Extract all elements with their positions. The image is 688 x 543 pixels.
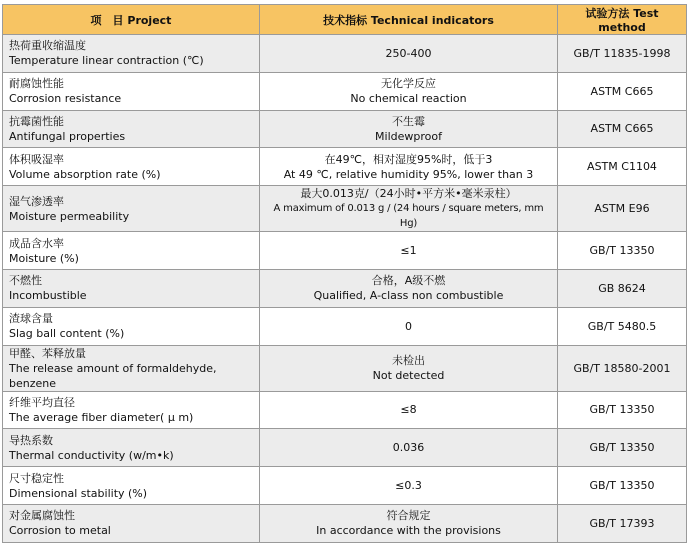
table-row [3, 269, 687, 307]
indicator-line-1: ≤8 [400, 403, 417, 417]
indicator-line-2: A maximum of 0.013 g / (24 hours / square meters, mm Hg) [273, 203, 544, 230]
indicator-line-2: Mildewproof [375, 129, 442, 143]
project-name-en: Incombustible [9, 289, 87, 303]
specification-table [2, 4, 687, 543]
project-name-zh: 对金属腐蚀性 [9, 509, 75, 523]
project-name-en: Temperature linear contraction (℃) [9, 54, 204, 68]
test-method-cell: ASTM E96 [558, 186, 687, 232]
project-name-en: Volume absorption rate (%) [9, 167, 161, 181]
indicator-cell [260, 232, 558, 270]
indicator-cell [260, 429, 558, 467]
indicator-line-2: No chemical reaction [350, 92, 467, 106]
indicator-line-1: 0 [405, 319, 412, 333]
table-row [3, 232, 687, 270]
table-body [3, 35, 687, 543]
table-row [3, 467, 687, 505]
project-name-zh: 体积吸湿率 [9, 152, 64, 166]
project-name-en: Dimensional stability (%) [9, 486, 148, 500]
test-method-cell: GB/T 13350 [558, 429, 687, 467]
header-project: 项 目 Project [3, 5, 260, 35]
project-name-zh: 抗霉菌性能 [9, 114, 64, 128]
project-cell [3, 186, 260, 232]
project-cell [3, 72, 260, 110]
indicator-line-2: Not detected [372, 369, 445, 383]
project-cell [3, 232, 260, 270]
indicator-cell [260, 72, 558, 110]
table-row [3, 345, 687, 391]
header-indicators: 技术指标 Technical indicators [260, 5, 558, 35]
indicator-cell [260, 307, 558, 345]
table-row [3, 72, 687, 110]
table-row [3, 307, 687, 345]
test-method-cell: ASTM C665 [558, 110, 687, 148]
table-row [3, 110, 687, 148]
project-name-zh: 耐腐蚀性能 [9, 77, 64, 91]
indicator-line-2: In accordance with the provisions [316, 524, 501, 538]
project-name-en: The average fiber diameter( μ m) [9, 410, 194, 424]
project-name-en: Slag ball content (%) [9, 327, 125, 341]
indicator-cell [260, 391, 558, 429]
table-row [3, 35, 687, 73]
header-row [3, 5, 687, 35]
project-name-en: The release amount of formaldehyde, benzene [9, 361, 217, 390]
test-method-cell: ASTM C1104 [558, 148, 687, 186]
test-method-cell: GB/T 13350 [558, 391, 687, 429]
project-name-zh: 成品含水率 [9, 236, 64, 250]
project-cell [3, 504, 260, 542]
project-cell [3, 148, 260, 186]
indicator-line-2: At 49 ℃, relative humidity 95%, lower than 3 [283, 167, 534, 181]
indicator-line-1: 无化学反应 [381, 77, 436, 91]
project-name-zh: 热荷重收缩温度 [9, 39, 86, 53]
indicator-line-1: 合格，A级不燃 [371, 274, 446, 288]
table-row [3, 186, 687, 232]
indicator-line-1: 0.036 [392, 441, 425, 455]
indicator-cell [260, 148, 558, 186]
indicator-cell [260, 504, 558, 542]
project-name-en: Corrosion to metal [9, 524, 111, 538]
indicator-cell [260, 186, 558, 232]
project-name-en: Moisture (%) [9, 251, 79, 265]
project-name-zh: 甲醛、苯释放量 [9, 346, 86, 360]
test-method-cell: GB/T 5480.5 [558, 307, 687, 345]
header-method: 试验方法 Test method [558, 5, 687, 35]
test-method-cell: GB/T 18580-2001 [558, 345, 687, 391]
test-method-cell: GB/T 11835-1998 [558, 35, 687, 73]
project-name-en: Corrosion resistance [9, 92, 122, 106]
test-method-cell: ASTM C665 [558, 72, 687, 110]
test-method-cell: GB/T 13350 [558, 467, 687, 505]
indicator-cell [260, 345, 558, 391]
indicator-line-1: 符合规定 [386, 509, 431, 523]
project-cell [3, 345, 260, 391]
table-row [3, 429, 687, 467]
project-cell [3, 269, 260, 307]
indicator-cell [260, 467, 558, 505]
indicator-line-1: 不生霉 [392, 114, 425, 128]
project-name-zh: 渣球含量 [9, 312, 53, 326]
indicator-cell [260, 269, 558, 307]
test-method-cell: GB/T 13350 [558, 232, 687, 270]
project-cell [3, 307, 260, 345]
project-name-zh: 不燃性 [9, 274, 42, 288]
indicator-cell [260, 110, 558, 148]
project-cell [3, 391, 260, 429]
table-row [3, 504, 687, 542]
indicator-line-2: Qualified, A-class non combustible [313, 289, 504, 303]
test-method-cell: GB/T 17393 [558, 504, 687, 542]
project-name-zh: 湿气渗透率 [9, 194, 64, 208]
indicator-line-1: ≤1 [400, 244, 417, 258]
indicator-line-1: 250-400 [385, 46, 432, 60]
project-cell [3, 467, 260, 505]
project-name-zh: 导热系数 [9, 433, 53, 447]
indicator-line-1: 在49℃，相对湿度95%时，低于3 [324, 152, 493, 166]
project-name-zh: 尺寸稳定性 [9, 471, 64, 485]
table-row [3, 391, 687, 429]
table-row [3, 148, 687, 186]
indicator-line-1: 最大0.013克/（24小时•平方米•毫米汞柱） [300, 187, 517, 201]
indicator-line-1: ≤0.3 [395, 479, 422, 493]
project-name-en: Thermal conductivity (w/m•k) [9, 448, 174, 462]
test-method-cell: GB 8624 [558, 269, 687, 307]
project-cell [3, 110, 260, 148]
project-name-zh: 纤维平均直径 [9, 395, 75, 409]
project-cell [3, 35, 260, 73]
indicator-cell [260, 35, 558, 73]
project-name-en: Moisture permeability [9, 209, 130, 223]
project-cell [3, 429, 260, 467]
indicator-line-1: 未检出 [392, 354, 425, 368]
project-name-en: Antifungal properties [9, 129, 126, 143]
